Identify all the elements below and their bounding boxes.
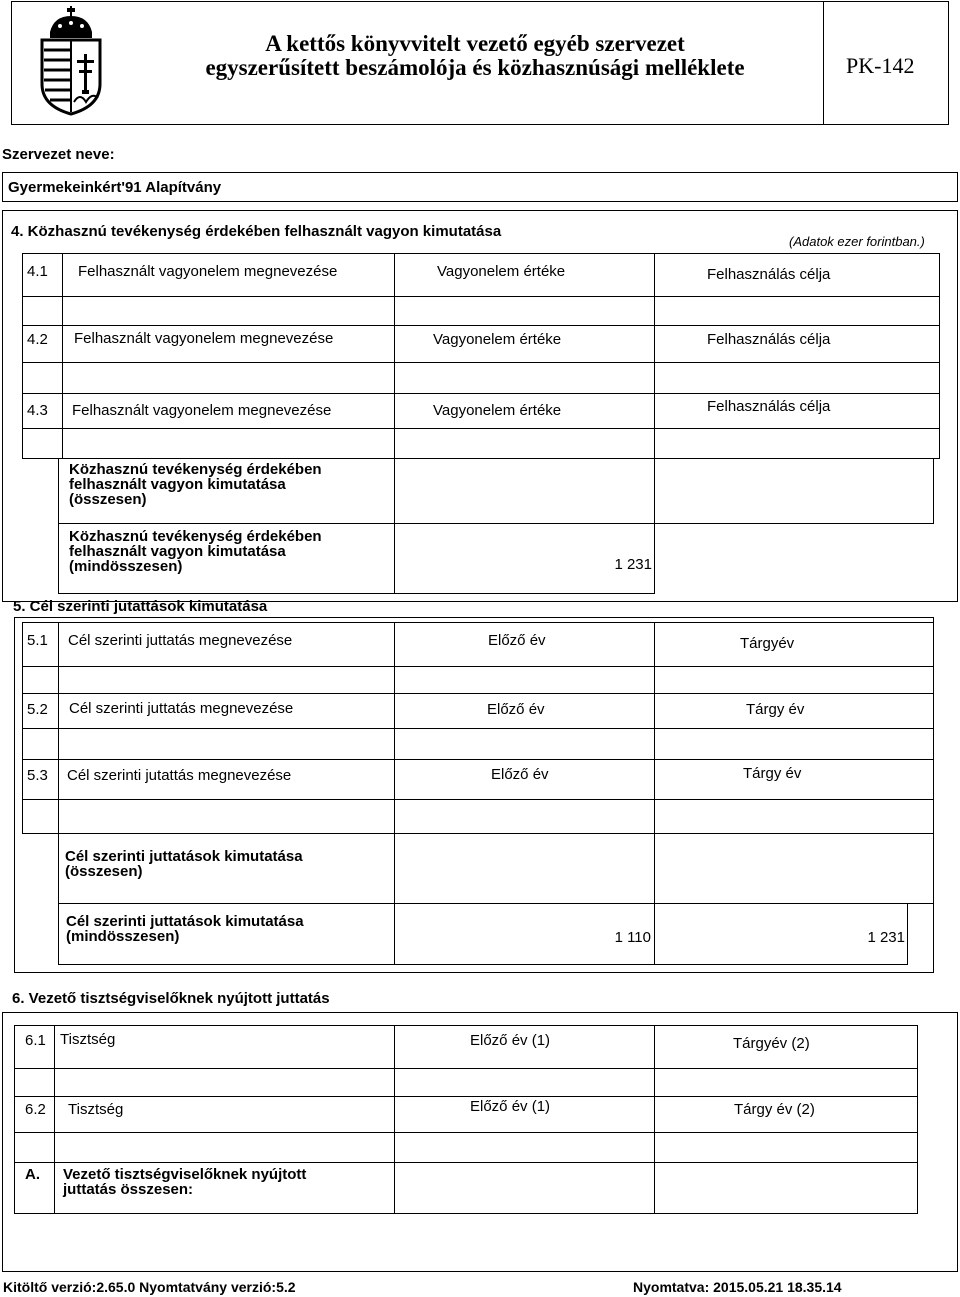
divider bbox=[394, 1096, 395, 1133]
divider bbox=[654, 759, 655, 800]
divider bbox=[54, 1162, 55, 1214]
row-number: 4.2 bbox=[27, 331, 48, 348]
column-header-name: Cél szerinti jutattás megnevezése bbox=[67, 767, 292, 784]
section4-total-label: Közhasznú tevékenység érdekében felhasznált vagyon kimutatása (összesen) bbox=[69, 461, 322, 508]
footer-version: Kitöltő verzió:2.65.0 Nyomtatvány verzió:5.2 bbox=[3, 1279, 296, 1295]
divider bbox=[394, 253, 395, 297]
divider bbox=[654, 393, 655, 429]
divider bbox=[654, 903, 655, 965]
divider bbox=[654, 1132, 655, 1163]
column-header-prev-year: Előző év (1) bbox=[470, 1098, 551, 1115]
divider bbox=[58, 666, 59, 694]
divider bbox=[62, 253, 63, 297]
section6-heading: 6. Vezető tisztségviselőknek nyújtott juttatás bbox=[12, 990, 330, 1007]
section4-grand-total-label: Közhasznú tevékenység érdekében felhasznált vagyon kimutatása (mindösszesen) bbox=[69, 528, 322, 575]
column-header-value: Vagyonelem értéke bbox=[433, 402, 562, 419]
divider bbox=[62, 325, 63, 363]
divider bbox=[58, 622, 59, 667]
section5-grand-total-label: Cél szerinti juttatások kimutatása (mindösszesen) bbox=[66, 913, 304, 945]
row-number: 6.1 bbox=[25, 1032, 46, 1049]
column-header-position: Tisztség bbox=[68, 1101, 124, 1118]
row-number: 6.2 bbox=[25, 1101, 46, 1118]
column-header-curr-year: Tárgy év bbox=[746, 701, 805, 718]
section5-grand-total-curr: 1 231 bbox=[867, 929, 905, 946]
column-header-prev-year: Előző év bbox=[491, 766, 549, 783]
column-header-name: Cél szerinti juttatás megnevezése bbox=[68, 632, 293, 649]
divider bbox=[394, 666, 395, 694]
divider bbox=[394, 622, 395, 667]
section6-row62-data[interactable] bbox=[14, 1132, 918, 1163]
column-header-curr-year: Tárgyév bbox=[740, 635, 795, 652]
column-header-prev-year: Előző év (1) bbox=[470, 1032, 551, 1049]
section4-row43-data[interactable] bbox=[22, 428, 940, 459]
divider bbox=[62, 296, 63, 326]
column-header-value: Vagyonelem értéke bbox=[437, 263, 566, 280]
divider bbox=[654, 325, 655, 363]
column-header-name: Cél szerinti juttatás megnevezése bbox=[69, 700, 294, 717]
divider bbox=[654, 1025, 655, 1069]
column-header-purpose: Felhasználás célja bbox=[707, 331, 831, 348]
divider bbox=[654, 253, 655, 297]
divider bbox=[654, 1162, 655, 1214]
divider bbox=[394, 833, 395, 904]
form-title-line1: A kettős könyvvitelt vezető egyéb szervezet bbox=[265, 31, 685, 56]
divider bbox=[654, 1068, 655, 1097]
section4-row41-data[interactable] bbox=[22, 296, 940, 326]
divider bbox=[58, 759, 59, 800]
divider bbox=[654, 296, 655, 326]
section6-total-label: Vezető tisztségviselőknek nyújtott juttatás összesen: bbox=[63, 1166, 307, 1198]
divider bbox=[654, 666, 655, 694]
divider bbox=[58, 693, 59, 729]
column-header-value: Vagyonelem értéke bbox=[433, 331, 562, 348]
row-number: 4.1 bbox=[27, 263, 48, 280]
row-number: 5.1 bbox=[27, 632, 48, 649]
section4-heading: 4. Közhasznú tevékenység érdekében felhasznált vagyon kimutatása bbox=[11, 223, 502, 240]
divider bbox=[394, 1132, 395, 1163]
divider bbox=[58, 728, 59, 760]
divider bbox=[62, 393, 63, 429]
divider bbox=[394, 693, 395, 729]
column-header-name: Felhasznált vagyonelem megnevezése bbox=[74, 330, 334, 347]
divider bbox=[394, 1068, 395, 1097]
section5-grand-total-prev: 1 110 bbox=[614, 929, 651, 946]
section4-grand-total-value: 1 231 bbox=[614, 556, 652, 573]
section5-heading: 5. Cél szerinti jutattások kimutatása bbox=[13, 598, 268, 615]
divider bbox=[394, 728, 395, 760]
column-header-purpose: Felhasználás célja bbox=[707, 266, 831, 283]
section6-total-num: A. bbox=[25, 1166, 40, 1183]
divider bbox=[54, 1096, 55, 1133]
column-header-purpose: Felhasználás célja bbox=[707, 398, 831, 415]
divider bbox=[654, 622, 655, 667]
column-header-name: Felhasznált vagyonelem megnevezése bbox=[72, 402, 332, 419]
footer-printed: Nyomtatva: 2015.05.21 18.35.14 bbox=[633, 1279, 842, 1295]
divider bbox=[394, 393, 395, 429]
form-code: PK-142 bbox=[846, 53, 915, 78]
row-number: 4.3 bbox=[27, 402, 48, 419]
divider bbox=[654, 458, 655, 524]
divider bbox=[394, 458, 395, 524]
divider bbox=[654, 428, 655, 459]
column-header-curr-year: Tárgy év bbox=[743, 765, 802, 782]
divider bbox=[394, 799, 395, 834]
section4-row42-data[interactable] bbox=[22, 362, 940, 394]
column-header-curr-year: Tárgyév (2) bbox=[733, 1035, 810, 1052]
divider bbox=[654, 1096, 655, 1133]
divider bbox=[394, 523, 395, 594]
divider bbox=[654, 362, 655, 394]
divider bbox=[394, 759, 395, 800]
divider bbox=[654, 833, 655, 904]
org-label: Szervezet neve: bbox=[2, 146, 115, 163]
row-number: 5.3 bbox=[27, 767, 48, 784]
divider bbox=[394, 1025, 395, 1069]
section5-row52-data[interactable] bbox=[22, 728, 934, 760]
column-header-position: Tisztség bbox=[60, 1031, 116, 1048]
divider bbox=[54, 1025, 55, 1069]
divider bbox=[654, 728, 655, 760]
divider bbox=[394, 903, 395, 965]
divider bbox=[654, 799, 655, 834]
column-header-prev-year: Előző év bbox=[488, 632, 546, 649]
section5-total-label: Cél szerinti juttatások kimutatása (összesen) bbox=[65, 848, 303, 880]
header-divider bbox=[823, 1, 824, 125]
divider bbox=[58, 799, 59, 834]
divider bbox=[394, 1162, 395, 1214]
section5-row53-data[interactable] bbox=[22, 799, 934, 834]
divider bbox=[394, 296, 395, 326]
row-number: 5.2 bbox=[27, 701, 48, 718]
coat-of-arms-icon bbox=[30, 6, 120, 118]
divider bbox=[62, 362, 63, 394]
unit-note: (Adatok ezer forintban.) bbox=[789, 234, 925, 249]
divider bbox=[54, 1068, 55, 1097]
divider bbox=[394, 325, 395, 363]
divider bbox=[62, 428, 63, 459]
form-title-line2: egyszerűsített beszámolója és közhasznúsági melléklete bbox=[205, 55, 745, 80]
org-name: Gyermekeinkért'91 Alapítvány bbox=[8, 179, 222, 196]
divider bbox=[394, 428, 395, 459]
column-header-name: Felhasznált vagyonelem megnevezése bbox=[78, 263, 338, 280]
divider bbox=[54, 1132, 55, 1163]
section5-row51-data[interactable] bbox=[22, 666, 934, 694]
column-header-curr-year: Tárgy év (2) bbox=[734, 1101, 815, 1118]
divider bbox=[394, 362, 395, 394]
section6-row61-data[interactable] bbox=[14, 1068, 918, 1097]
divider bbox=[654, 693, 655, 729]
column-header-prev-year: Előző év bbox=[487, 701, 545, 718]
